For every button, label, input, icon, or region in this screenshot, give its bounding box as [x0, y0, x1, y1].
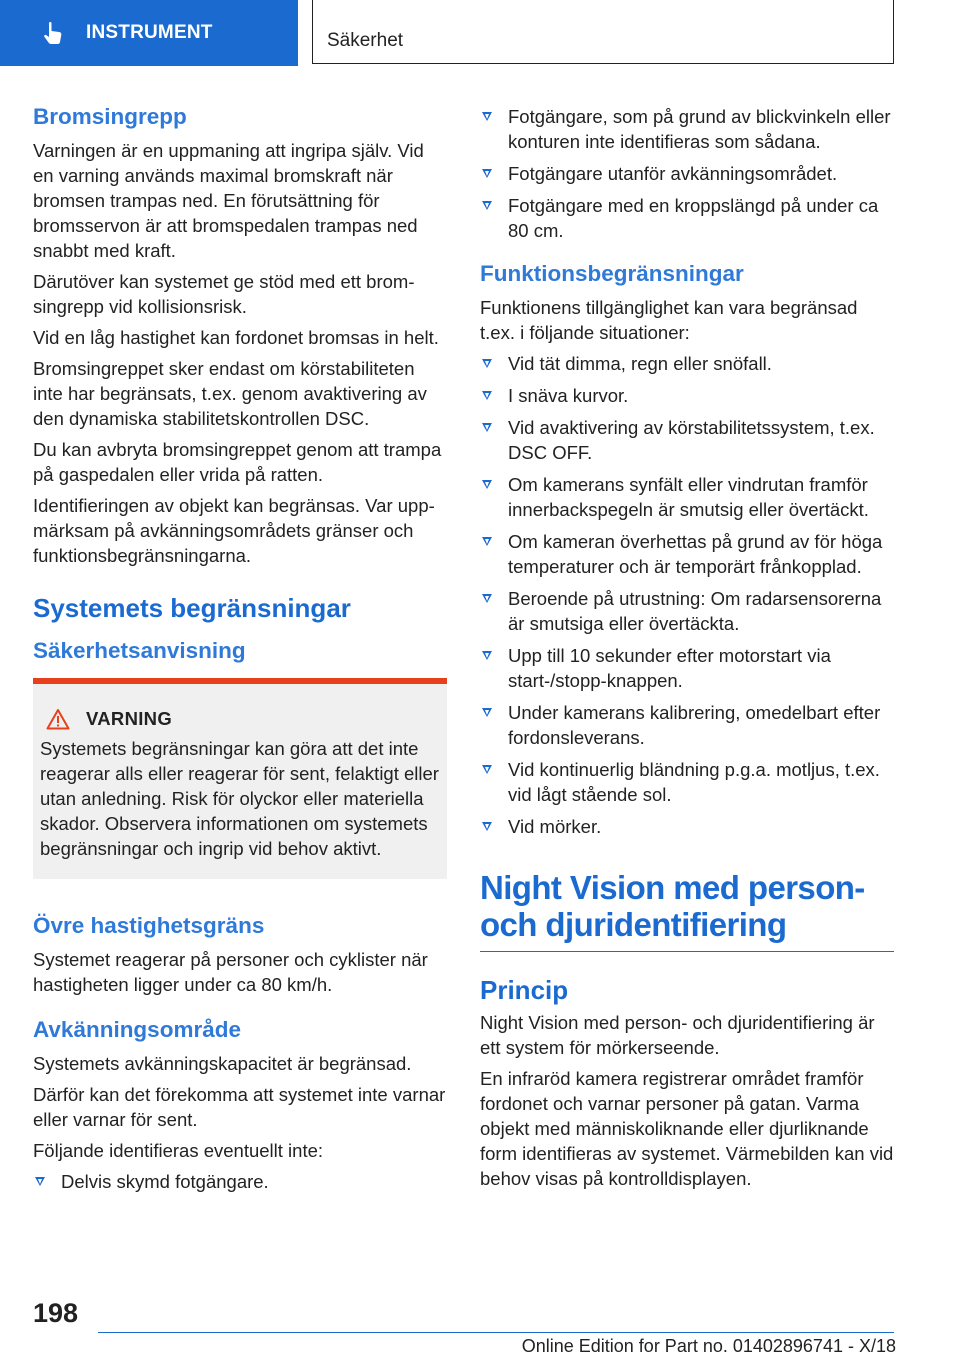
warning-text: Systemets begränsningar kan göra att det inte reagerar alls eller reagerar för sent, felaktigt eller utan anledning. Risk för olyckor eller materiella skador. Observera informationen om systemets begränsningar och ingrip vid behov aktivt.: [40, 738, 439, 859]
heading-systemets-begransningar: Systemets begränsningar: [33, 593, 351, 623]
warning-title-row: [40, 708, 439, 730]
list-item: Fotgängare med en kroppslängd på under ca 80 cm.: [480, 193, 894, 243]
paragraph: Funktionens tillgänglighet kan vara begränsad t.ex. i följande situationer:: [480, 297, 858, 343]
paragraph: Bromsingreppet sker endast om körstabiliteten inte har begränsats, t.ex. genom avaktivering av den dynamiska stabilitetskontrollen DSC.: [33, 358, 427, 429]
paragraph: Vid en låg hastighet kan fordonet bromsas in helt.: [33, 327, 439, 348]
bullet-triangle-icon: [482, 201, 492, 210]
list-item: Om kameran överhettas på grund av för höga temperaturer och är temporärt frånkopplad.: [480, 529, 894, 579]
list-item: Upp till 10 sekunder efter motorstart via start-/stopp-knappen.: [480, 643, 894, 693]
list-item: Fotgängare, som på grund av blickvinkeln eller konturen inte identifieras som sådana.: [480, 104, 894, 154]
list-not-identified: [480, 104, 894, 243]
paragraph: Identifieringen av objekt kan begränsas. Var uppmärksam på avkänningsområdets gränser och funktionsbegränsningarna.: [33, 495, 435, 566]
list-item: Om kamerans synfält eller vindrutan framför innerbackspegeln är smutsig eller övertäckt.: [480, 472, 894, 522]
bullet-triangle-icon: [482, 169, 492, 178]
heading-avkanningsomrade: Avkänningsområde: [33, 1017, 241, 1042]
list-item: Delvis skymd fotgängare.: [33, 1169, 447, 1194]
page-number: 198: [33, 1298, 79, 1328]
list-item: Vid mörker.: [480, 814, 894, 839]
paragraph: Systemets avkänningskapacitet är begränsad.: [33, 1053, 412, 1074]
paragraph: Därutöver kan systemet ge stöd med ett bromsingrepp vid kollisionsrisk.: [33, 271, 415, 317]
bullet-triangle-icon: [482, 359, 492, 368]
list-function-limits: [480, 351, 894, 839]
list-item: Beroende på utrustning: Om radarsensorerna är smutsiga eller övertäckta.: [480, 586, 894, 636]
bullet-triangle-icon: [482, 708, 492, 717]
footer-edition: Online Edition for Part no. 01402896741 - X/18: [521, 1336, 896, 1356]
bullet-triangle-icon: [482, 480, 492, 489]
list-left: [33, 1169, 447, 1194]
list-item: Fotgängare utanför avkänningsområdet.: [480, 161, 894, 186]
heading-sakerhetsanvisning: Säkerhetsanvisning: [33, 638, 246, 663]
section-header: [312, 0, 894, 64]
bullet-triangle-icon: [482, 423, 492, 432]
paragraph: En infraröd kamera registrerar området framför fordonet och varnar personer på gatan. Varma objekt med människoliknande eller djurliknande form identifieras av systemet. Värmebilden kan vid behov visas på kontrolldisplayen.: [480, 1068, 894, 1189]
bullet-triangle-icon: [482, 822, 492, 831]
chapter-tab-label: INSTRUMENT: [86, 22, 213, 43]
heading-rule: [480, 951, 894, 952]
list-item: Vid tät dimma, regn eller snöfall.: [480, 351, 894, 376]
paragraph: Följande identifieras eventuellt inte:: [33, 1140, 324, 1161]
list-item: I snäva kurvor.: [480, 383, 894, 408]
hand-pointer-icon: [40, 20, 66, 46]
bullet-triangle-icon: [35, 1177, 45, 1186]
list-item: Vid kontinuerlig bländning p.g.a. motljus, t.ex. vid lågt stående sol.: [480, 757, 894, 807]
chapter-tab[interactable]: [0, 0, 298, 66]
bullet-triangle-icon: [482, 594, 492, 603]
warning-triangle-icon: [46, 708, 70, 730]
warning-box: [33, 678, 447, 879]
bullet-triangle-icon: [482, 391, 492, 400]
left-column: [33, 100, 447, 1202]
warning-title: VARNING: [86, 708, 173, 729]
heading-funktionsbegransningar: Funktionsbegränsningar: [480, 261, 744, 286]
bullet-triangle-icon: [482, 651, 492, 660]
paragraph: Systemet reagerar på personer och cyklister när hastigheten ligger under ca 80 km/h.: [33, 949, 428, 995]
bullet-triangle-icon: [482, 765, 492, 774]
paragraph: Night Vision med person- och djuridentifiering är ett system för mörkerseende.: [480, 1012, 875, 1058]
list-item: Under kamerans kalibrering, omedelbart efter fordonsleverans.: [480, 700, 894, 750]
bullet-triangle-icon: [482, 112, 492, 121]
list-item: Vid avaktivering av körstabilitetssystem, t.ex. DSC OFF.: [480, 415, 894, 465]
heading-bromsingrepp: Bromsingrepp: [33, 104, 187, 129]
section-title: Säkerhet: [327, 30, 404, 51]
bullet-triangle-icon: [482, 537, 492, 546]
paragraph: Därför kan det förekomma att systemet inte varnar eller varnar för sent.: [33, 1084, 446, 1130]
paragraph: Varningen är en uppmaning att ingripa själv. Vid en varning används maximal bromskraft när bromsen trampas ned. En förutsättning för bromsservon är att bromspedalen trampas ned snabbt med kraft.: [33, 140, 424, 261]
heading-night-vision: Night Vision med person- och djuridentifiering: [480, 869, 865, 943]
footer-rule: [98, 1332, 894, 1333]
paragraph: Du kan avbryta bromsingreppet genom att trampa på gaspedalen eller vrida på ratten.: [33, 439, 442, 485]
right-column: [480, 104, 894, 1197]
heading-ovre-hastighetsgrans: Övre hastighetsgräns: [33, 913, 265, 938]
heading-princip: Princip: [480, 975, 569, 1005]
